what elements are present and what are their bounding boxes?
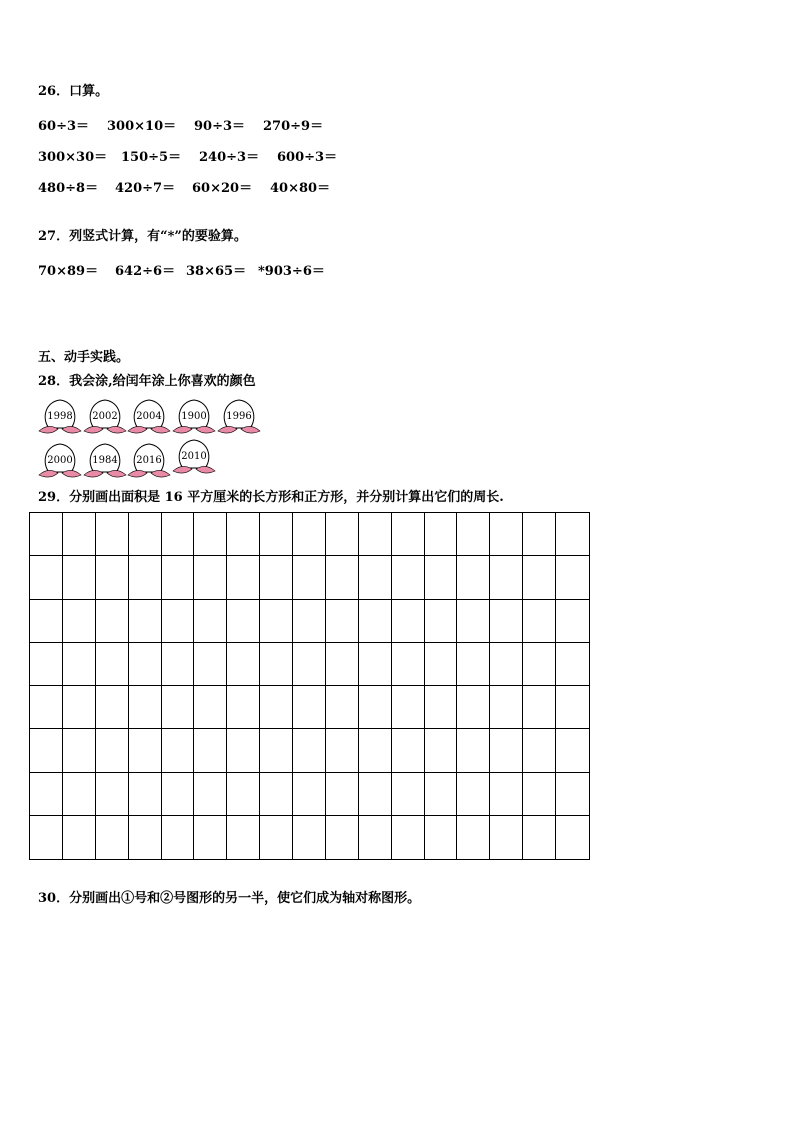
grid-cell[interactable]	[293, 773, 326, 816]
q26-title: 26．口算。	[38, 84, 109, 99]
grid-cell[interactable]	[30, 686, 63, 729]
q27-item: *903÷6＝	[258, 264, 325, 279]
peach-icon[interactable]	[38, 396, 82, 436]
grid-cell[interactable]	[96, 686, 129, 729]
grid-cell[interactable]	[457, 513, 490, 556]
grid-cell[interactable]	[227, 686, 260, 729]
grid-cell[interactable]	[425, 816, 458, 859]
grid-cell[interactable]	[392, 513, 425, 556]
grid-cell[interactable]	[326, 600, 359, 643]
q28-title: 28．我会涂,给闰年涂上你喜欢的颜色	[38, 374, 256, 389]
grid-cell[interactable]	[556, 816, 589, 859]
q29-title: 29．分别画出面积是 16 平方厘米的长方形和正方形，并分别计算出它们的周长.	[38, 490, 504, 505]
peach-row-1	[0, 396, 794, 438]
grid-cell[interactable]	[556, 643, 589, 686]
grid-cell[interactable]	[457, 686, 490, 729]
grid-cell[interactable]	[556, 513, 589, 556]
q26-item: 420÷7＝	[115, 181, 176, 196]
grid-cell[interactable]	[162, 556, 195, 599]
grid-cell[interactable]	[96, 773, 129, 816]
q26-item: 60÷3＝	[38, 119, 90, 134]
grid-cell[interactable]	[326, 773, 359, 816]
q26-item: 240÷3＝	[199, 150, 260, 165]
peach-year: 1998	[47, 411, 73, 422]
grid-cell[interactable]	[129, 729, 162, 772]
grid-cell[interactable]	[227, 729, 260, 772]
grid-cell[interactable]	[63, 556, 96, 599]
grid-cell[interactable]	[194, 816, 227, 859]
q26-item: 300×10＝	[107, 119, 177, 134]
q26-row-3	[0, 177, 794, 195]
grid-cell[interactable]	[129, 643, 162, 686]
peach-year: 2004	[136, 411, 162, 422]
grid-cell[interactable]	[260, 773, 293, 816]
grid-cell[interactable]	[260, 729, 293, 772]
grid-cell[interactable]	[129, 556, 162, 599]
peach-year: 2002	[92, 411, 118, 422]
grid-cell[interactable]	[326, 513, 359, 556]
q26-item: 90÷3＝	[194, 119, 246, 134]
peach-year: 2000	[47, 455, 73, 466]
q26-item: 480÷8＝	[38, 181, 99, 196]
grid-cell[interactable]	[63, 773, 96, 816]
grid-cell[interactable]	[260, 556, 293, 599]
grid-cell[interactable]	[490, 729, 523, 772]
grid-cell[interactable]	[227, 643, 260, 686]
grid-cell[interactable]	[326, 816, 359, 859]
q27-row	[0, 260, 794, 278]
grid-cell[interactable]	[227, 773, 260, 816]
q26-item: 270÷9＝	[263, 119, 324, 134]
grid-cell[interactable]	[63, 643, 96, 686]
grid-cell[interactable]	[523, 600, 556, 643]
grid-cell[interactable]	[227, 513, 260, 556]
peach-row-2	[0, 440, 794, 482]
grid-cell[interactable]	[326, 643, 359, 686]
q26-row-1	[0, 115, 794, 133]
grid-cell[interactable]	[359, 686, 392, 729]
grid-cell[interactable]	[293, 643, 326, 686]
grid-cell[interactable]	[194, 686, 227, 729]
peach-icon[interactable]	[83, 396, 127, 436]
grid-cell[interactable]	[490, 556, 523, 599]
peach-icon[interactable]	[38, 440, 82, 480]
grid-cell[interactable]	[129, 600, 162, 643]
grid-cell[interactable]	[392, 600, 425, 643]
q30-title: 30．分别画出①号和②号图形的另一半，使它们成为轴对称图形。	[38, 891, 421, 906]
grid-cell[interactable]	[194, 729, 227, 772]
grid-cell[interactable]	[490, 773, 523, 816]
grid-cell[interactable]	[392, 686, 425, 729]
grid-cell[interactable]	[359, 729, 392, 772]
grid-cell[interactable]	[490, 686, 523, 729]
grid-cell[interactable]	[30, 600, 63, 643]
grid-cell[interactable]	[194, 513, 227, 556]
grid-cell[interactable]	[194, 643, 227, 686]
grid-cell[interactable]	[129, 816, 162, 859]
grid-cell[interactable]	[129, 773, 162, 816]
grid-cell[interactable]	[556, 686, 589, 729]
grid-cell[interactable]	[425, 600, 458, 643]
grid-cell[interactable]	[490, 643, 523, 686]
grid-cell[interactable]	[162, 686, 195, 729]
peach-year: 1996	[226, 411, 252, 422]
grid-cell[interactable]	[227, 556, 260, 599]
grid-cell[interactable]	[457, 600, 490, 643]
grid-cell[interactable]	[457, 556, 490, 599]
grid-cell[interactable]	[96, 643, 129, 686]
peach-icon[interactable]	[172, 436, 216, 476]
grid-cell[interactable]	[63, 600, 96, 643]
grid-cell[interactable]	[359, 816, 392, 859]
grid-cell[interactable]	[392, 729, 425, 772]
grid-cell[interactable]	[359, 773, 392, 816]
q27-item: 642÷6＝	[115, 264, 176, 279]
grid-cell[interactable]	[260, 686, 293, 729]
grid-cell[interactable]	[30, 816, 63, 859]
grid-cell[interactable]	[63, 729, 96, 772]
peach-icon[interactable]	[172, 396, 216, 436]
grid-cell[interactable]	[359, 513, 392, 556]
peach-year: 1900	[181, 411, 207, 422]
grid-cell[interactable]	[523, 556, 556, 599]
grid-cell[interactable]	[523, 773, 556, 816]
grid-cell[interactable]	[63, 816, 96, 859]
grid-cell[interactable]	[260, 600, 293, 643]
grid-cell[interactable]	[523, 686, 556, 729]
grid-cell[interactable]	[162, 513, 195, 556]
grid-cell[interactable]	[523, 816, 556, 859]
grid-cell[interactable]	[194, 556, 227, 599]
grid-cell[interactable]	[162, 600, 195, 643]
grid-cell[interactable]	[392, 556, 425, 599]
q26-row-2	[0, 146, 794, 164]
grid-cell[interactable]	[490, 816, 523, 859]
grid-cell[interactable]	[490, 600, 523, 643]
grid-cell[interactable]	[326, 729, 359, 772]
peach-year: 2016	[136, 455, 162, 466]
q27-item: 38×65＝	[186, 264, 247, 279]
grid-cell[interactable]	[63, 513, 96, 556]
grid-cell[interactable]	[129, 686, 162, 729]
grid-cell[interactable]	[556, 729, 589, 772]
grid-cell[interactable]	[96, 729, 129, 772]
peach-year: 2010	[181, 451, 207, 462]
grid-cell[interactable]	[96, 513, 129, 556]
grid-cell[interactable]	[30, 513, 63, 556]
grid-cell[interactable]	[260, 513, 293, 556]
peach-year: 1984	[92, 455, 118, 466]
grid-cell[interactable]	[96, 600, 129, 643]
grid-cell[interactable]	[96, 816, 129, 859]
grid-cell[interactable]	[194, 773, 227, 816]
grid-cell[interactable]	[162, 816, 195, 859]
section-5-title: 五、动手实践。	[38, 350, 130, 365]
grid-cell[interactable]	[425, 773, 458, 816]
grid-cell[interactable]	[260, 643, 293, 686]
grid-cell[interactable]	[293, 600, 326, 643]
grid-cell[interactable]	[490, 513, 523, 556]
grid-cell[interactable]	[556, 600, 589, 643]
grid-cell[interactable]	[523, 513, 556, 556]
grid-cell[interactable]	[326, 556, 359, 599]
grid-cell[interactable]	[260, 816, 293, 859]
grid-cell[interactable]	[556, 773, 589, 816]
grid-cell[interactable]	[392, 773, 425, 816]
grid-cell[interactable]	[63, 686, 96, 729]
q26-item: 150÷5＝	[121, 150, 182, 165]
q27-item: 70×89＝	[38, 264, 99, 279]
grid-cell[interactable]	[457, 643, 490, 686]
grid-cell[interactable]	[30, 729, 63, 772]
grid-cell[interactable]	[457, 773, 490, 816]
q27-title: 27．列竖式计算，有“*”的要验算。	[38, 229, 247, 244]
grid-cell[interactable]	[293, 556, 326, 599]
peach-icon[interactable]	[217, 396, 261, 436]
grid-cell[interactable]	[425, 729, 458, 772]
grid-cell[interactable]	[30, 643, 63, 686]
grid-cell[interactable]	[425, 513, 458, 556]
q26-item: 600÷3＝	[277, 150, 338, 165]
peach-icon[interactable]	[127, 396, 171, 436]
grid-cell[interactable]	[162, 773, 195, 816]
grid-cell[interactable]	[425, 556, 458, 599]
grid-cell[interactable]	[425, 686, 458, 729]
grid-cell[interactable]	[293, 816, 326, 859]
q26-item: 60×20＝	[192, 181, 253, 196]
grid-cell[interactable]	[457, 816, 490, 859]
grid-cell[interactable]	[556, 556, 589, 599]
grid-cell[interactable]	[392, 816, 425, 859]
q26-item: 300×30＝	[38, 150, 108, 165]
q26-item: 40×80＝	[270, 181, 331, 196]
grid-cell[interactable]	[457, 729, 490, 772]
grid-cell[interactable]	[523, 643, 556, 686]
grid-cell[interactable]	[359, 643, 392, 686]
grid-cell[interactable]	[293, 513, 326, 556]
grid-cell[interactable]	[293, 729, 326, 772]
grid-cell[interactable]	[162, 643, 195, 686]
grid-cell[interactable]	[129, 513, 162, 556]
grid-cell[interactable]	[30, 556, 63, 599]
drawing-grid[interactable]	[29, 512, 590, 860]
grid-cell[interactable]	[293, 686, 326, 729]
grid-cell[interactable]	[227, 600, 260, 643]
grid-cell[interactable]	[227, 816, 260, 859]
grid-cell[interactable]	[96, 556, 129, 599]
grid-cell[interactable]	[30, 773, 63, 816]
peach-icon[interactable]	[83, 440, 127, 480]
grid-cell[interactable]	[425, 643, 458, 686]
grid-cell[interactable]	[359, 556, 392, 599]
grid-cell[interactable]	[523, 729, 556, 772]
grid-cell[interactable]	[326, 686, 359, 729]
grid-cell[interactable]	[392, 643, 425, 686]
grid-cell[interactable]	[194, 600, 227, 643]
peach-icon[interactable]	[127, 440, 171, 480]
grid-cell[interactable]	[162, 729, 195, 772]
grid-cell[interactable]	[359, 600, 392, 643]
